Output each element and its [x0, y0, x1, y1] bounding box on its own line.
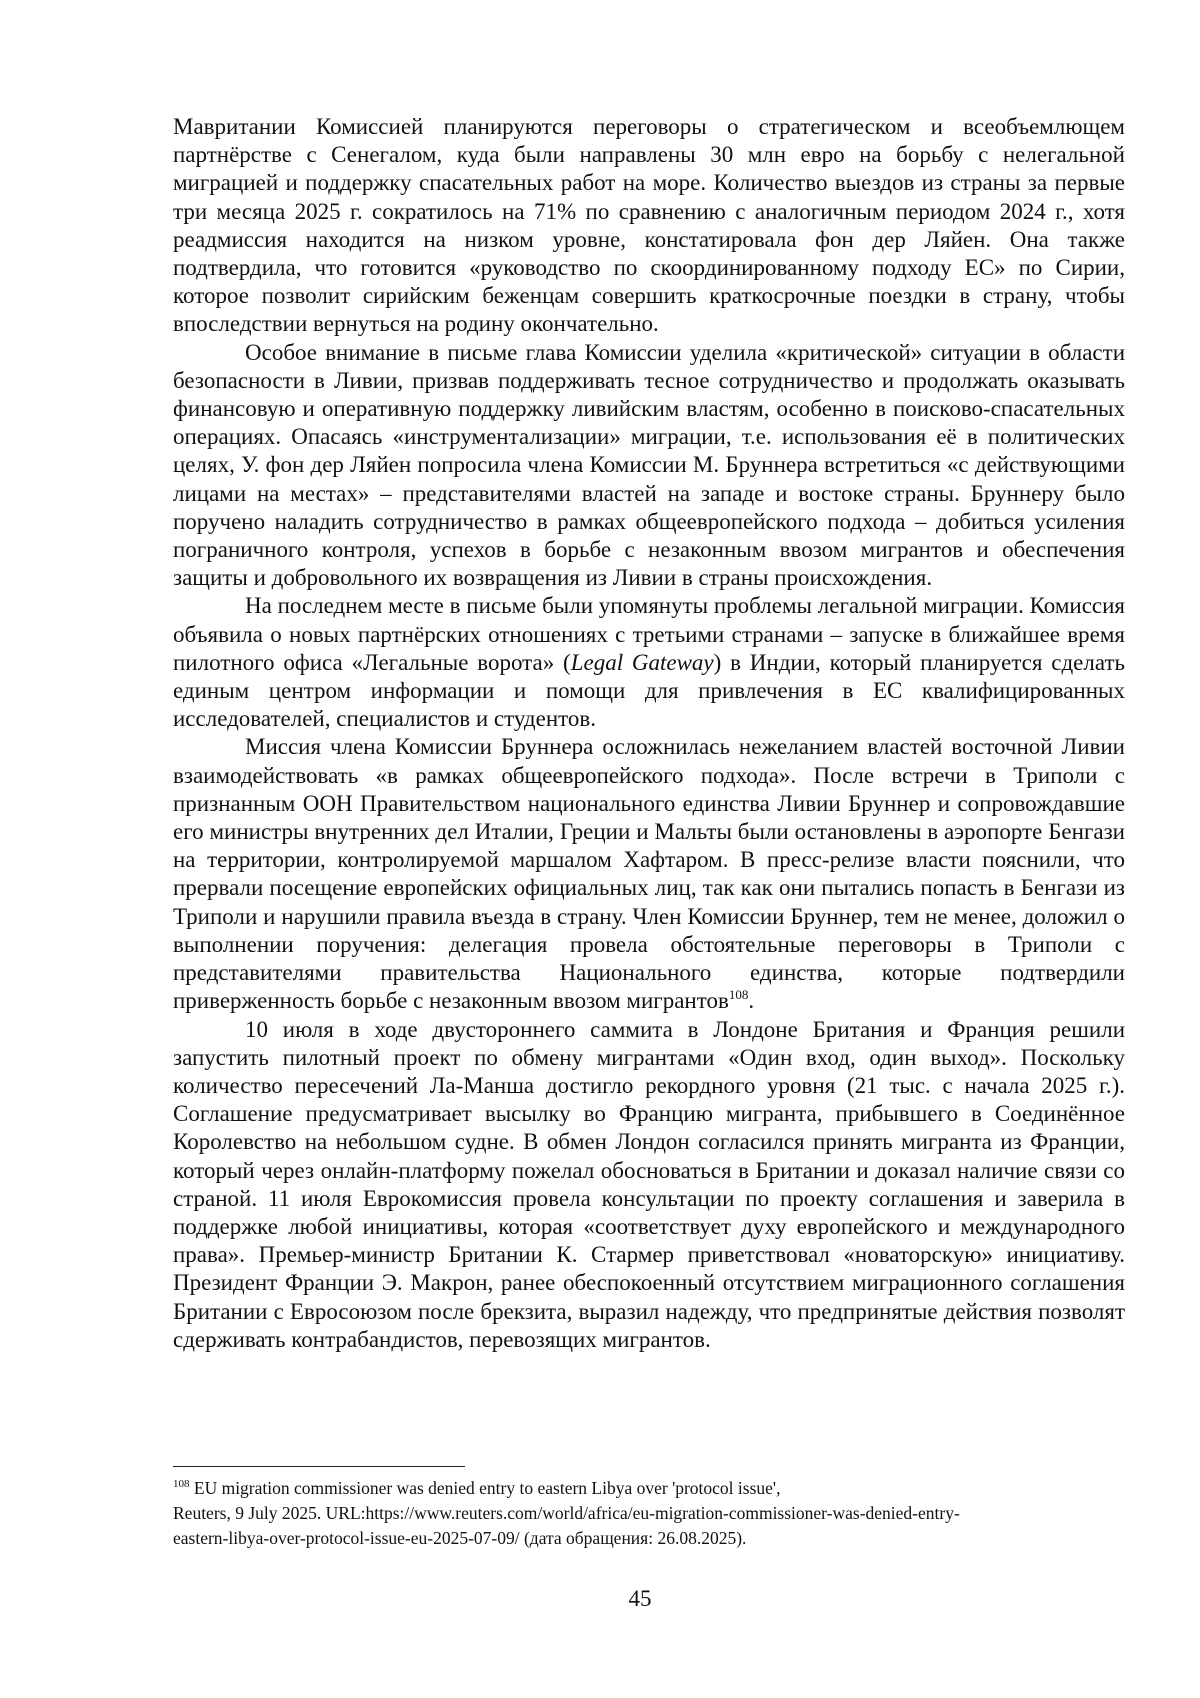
- paragraph-4: [173, 733, 1125, 1015]
- paragraph-3-text-after: ) в Индии, который планируется сделать единым центром информации и помощи для привлечения в ЕС квалифицированных исследователей, специалистов и студентов.: [173, 649, 1125, 732]
- paragraph-5-text: 10 июля в ходе двустороннего саммита в Лондоне Британия и Франция решили запустить пилотный проект по обмену мигрантами «Один вход, один выход». Поскольку количество пересечений Ла-Манша достигло рекордного уровня (21 тыс. с начала 2025 г.). Соглашение предусматривает высылку во Францию мигранта, прибывшего в Соединённое Королевство на небольшом судне. В обмен Лондон согласился принять мигранта из Франции, который через онлайн-платформу пожелал обосноваться в Британии и доказал наличие связи со страной. 11 июля Еврокомиссия провела консультации по проекту соглашения и заверила в поддержке любой инициативы, которая «соответствует духу европейского и международного права». Премьер-министр Британии К. Стармер приветствовал «новаторскую» инициативу. Президент Франции Э. Макрон, ранее обеспокоенный отсутствием миграционного соглашения Британии с Евросоюзом после брекзита, выразил надежду, что предпринятые действия позволят сдерживать контрабандистов, перевозящих мигрантов.: [173, 1016, 1125, 1352]
- paragraph-5: [173, 1016, 1125, 1354]
- paragraph-3-italic-term: Legal Gateway: [570, 649, 714, 675]
- footnote-separator: [173, 1466, 465, 1467]
- footnote-number: 108: [173, 1478, 190, 1490]
- footnote-reference[interactable]: 108: [728, 987, 749, 1003]
- footnote-line-1-text: EU migration commissioner was denied entry to eastern Libya over 'protocol issue',: [193, 1478, 781, 1498]
- footnote: [173, 1476, 1133, 1551]
- paragraph-1-text: Мавритании Комиссией планируются переговоры о стратегическом и всеобъемлющем партнёрстве с Сенегалом, куда были направлены 30 млн евро на борьбу с нелегальной миграцией и поддержку спасательных работ на море. Количество выездов из страны за первые три месяца 2025 г. сократилось на 71% по сравнению с аналогичным периодом 2024 г., хотя реадмиссия находится на низком уровне, констатировала фон дер Ляйен. Она также подтвердила, что готовится «руководство по скоординированному подходу ЕС» по Сирии, которое позволит сирийским беженцам совершить краткосрочные поездки в страну, чтобы впоследствии вернуться на родину окончательно.: [173, 114, 1125, 337]
- paragraph-2-text: Особое внимание в письме глава Комиссии уделила «критической» ситуации в области безопасности в Ливии, призвав поддерживать тесное сотрудничество и продолжать оказывать финансовую и оперативную поддержку ливийским властям, особенно в поисково-спасательных операциях. Опасаясь «инструментализации» миграции, т.е. использования её в политических целях, У. фон дер Ляйен попросила члена Комиссии М. Бруннера встретиться «с действующими лицами на местах» – представителями властей на западе и востоке страны. Бруннеру было поручено наладить сотрудничество в рамках общеевропейского подхода – добиться усиления пограничного контроля, успехов в борьбе с незаконным ввозом мигрантов и обеспечения защиты и добровольного их возвращения из Ливии в страны происхождения.: [173, 339, 1125, 591]
- footnote-line-1: [173, 1476, 1133, 1501]
- page-number: 45: [628, 1586, 652, 1611]
- footnote-line-2[interactable]: Reuters, 9 July 2025. URL:https://www.reuters.com/world/africa/eu-migration-commissioner-was-denied-entry-: [173, 1503, 960, 1523]
- paragraph-4-text-after: .: [748, 988, 755, 1014]
- footnote-line-3[interactable]: eastern-libya-over-protocol-issue-eu-2025-07-09/ (дата обращения: 26.08.2025).: [173, 1528, 747, 1548]
- paragraph-3-text-before: На последнем месте в письме были упомянуты проблемы легальной миграции. Комиссия объявила о новых партнёрских отношениях с третьими странами – запуске в ближайшее время пилотного офиса «Легальные ворота» (: [173, 593, 1125, 675]
- paragraph-4-text: Миссия члена Комиссии Бруннера осложнилась нежеланием властей восточной Ливии взаимодействовать «в рамках общеевропейского подхода». После встречи в Триполи с признанным ООН Правительством национального единства Ливии Бруннер и сопровождавшие его министры внутренних дел Италии, Греции и Мальты были остановлены в аэропорте Бенгази на территории, контролируемой маршалом Хафтаром. В пресс-релизе власти пояснили, что прервали посещение европейских официальных лиц, так как они пытались попасть в Бенгази из Триполи и нарушили правила въезда в страну. Член Комиссии Бруннер, тем не менее, доложил о выполнении поручения: делегация провела обстоятельные переговоры в Триполи с представителями правительства Национального единства, которые подтвердили приверженность борьбе с незаконным ввозом мигрантов: [173, 734, 1125, 1014]
- paragraph-1: [173, 113, 1125, 339]
- paragraph-2: [173, 339, 1125, 593]
- body-text: [173, 113, 1125, 1354]
- paragraph-3: [173, 592, 1125, 733]
